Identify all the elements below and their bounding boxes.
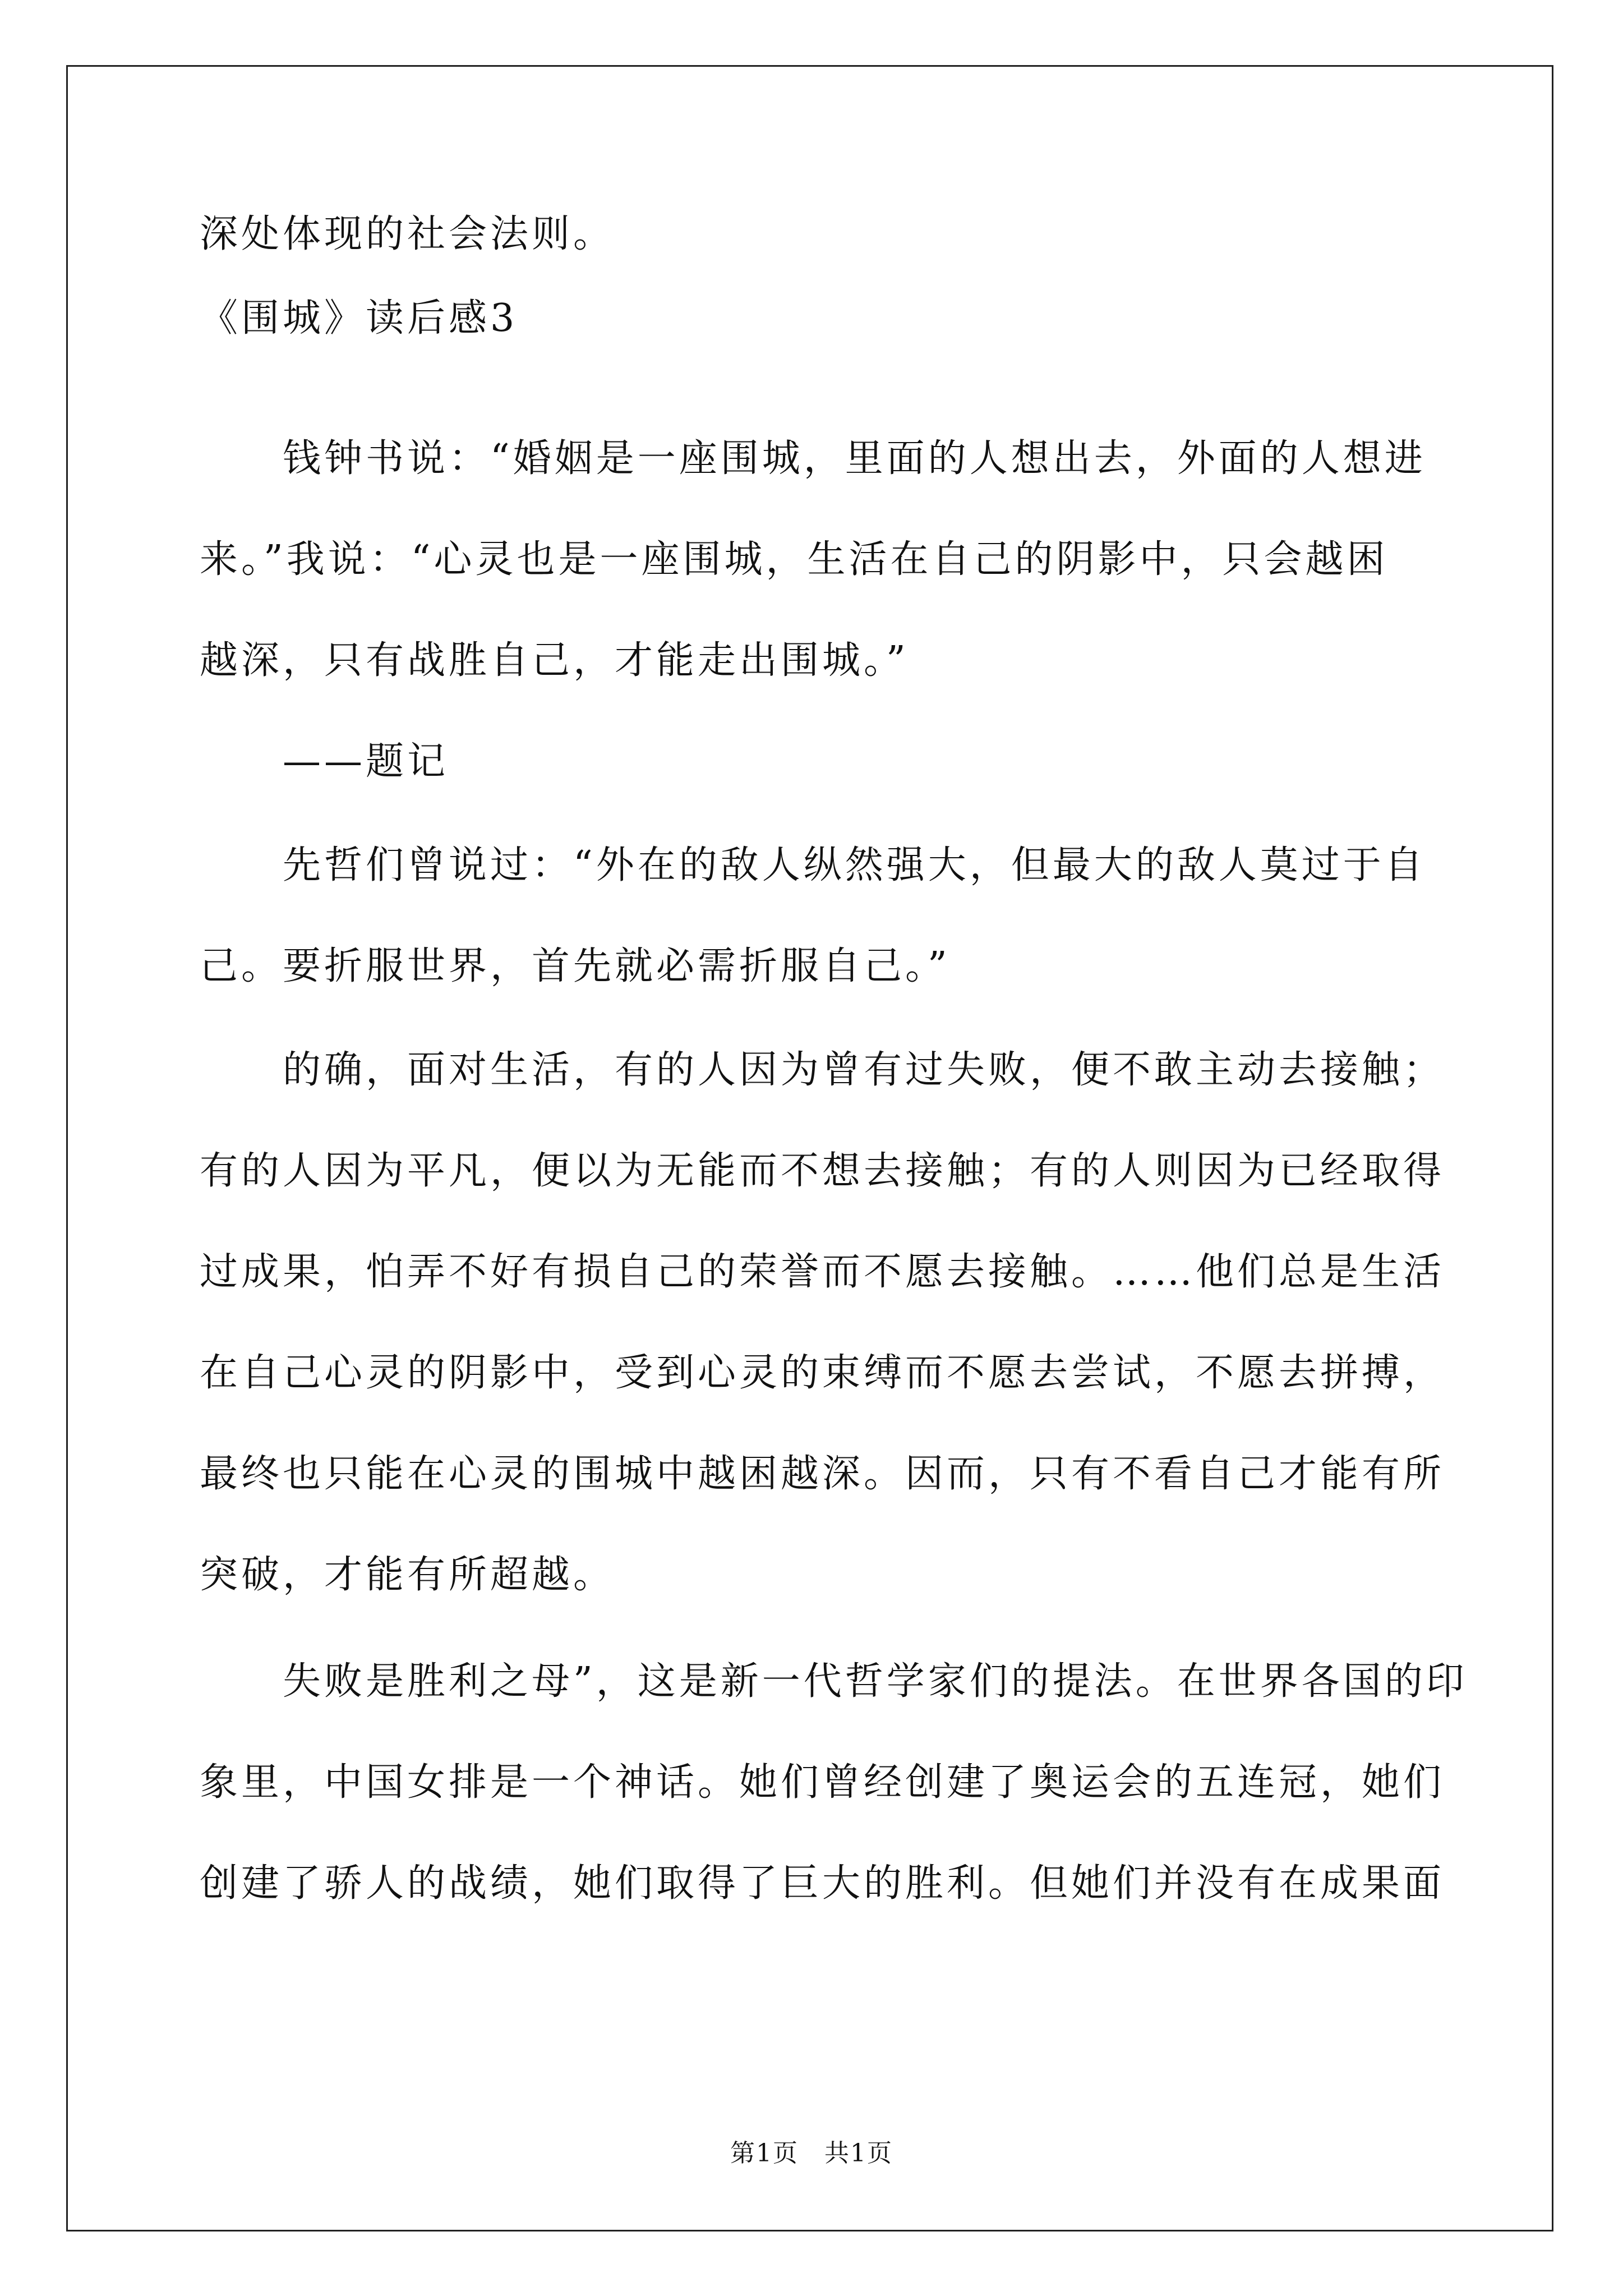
text-line: 钱钟书说：“婚姻是一座围城，里面的人想出去，外面的人想进: [283, 436, 1426, 481]
section-heading: 《围城》读后感3: [200, 296, 518, 341]
text-line: 创建了骄人的战绩，她们取得了巨大的胜利。但她们并没有在成果面: [200, 1861, 1445, 1906]
text-line: 己。要折服世界，首先就必需折服自己。”: [200, 944, 951, 988]
text-line: 来。”我说：“心灵也是一座围城，生活在自己的阴影中，只会越困: [200, 537, 1389, 582]
page-border: [66, 65, 1553, 2231]
text-line: 深处体现的社会法则。: [200, 212, 615, 256]
text-line: 有的人因为平凡，便以为无能而不想去接触；有的人则因为已经取得: [200, 1149, 1445, 1193]
text-line: 象里，中国女排是一个神话。她们曾经创建了奥运会的五连冠，她们: [200, 1760, 1445, 1805]
text-line: 先哲们曾说过：“外在的敌人纵然强大，但最大的敌人莫过于自: [283, 843, 1426, 887]
text-line: 越深，只有战胜自己，才能走出围城。”: [200, 638, 909, 683]
epigraph-attribution: ——题记: [283, 739, 449, 784]
text-line: 最终也只能在心灵的围城中越困越深。因而，只有不看自己才能有所: [200, 1452, 1445, 1496]
page-number-footer: 第1页 共1页: [730, 2139, 893, 2168]
text-line: 在自己心灵的阴影中，受到心灵的束缚而不愿去尝试，不愿去拼搏，: [200, 1351, 1445, 1395]
text-line: 的确，面对生活，有的人因为曾有过失败，便不敢主动去接触；: [283, 1048, 1445, 1092]
text-line: 过成果，怕弄不好有损自己的荣誉而不愿去接触。……他们总是生活: [200, 1250, 1445, 1294]
text-line: 突破，才能有所超越。: [200, 1553, 615, 1597]
text-line: 失败是胜利之母”，这是新一代哲学家们的提法。在世界各国的印: [283, 1659, 1468, 1704]
